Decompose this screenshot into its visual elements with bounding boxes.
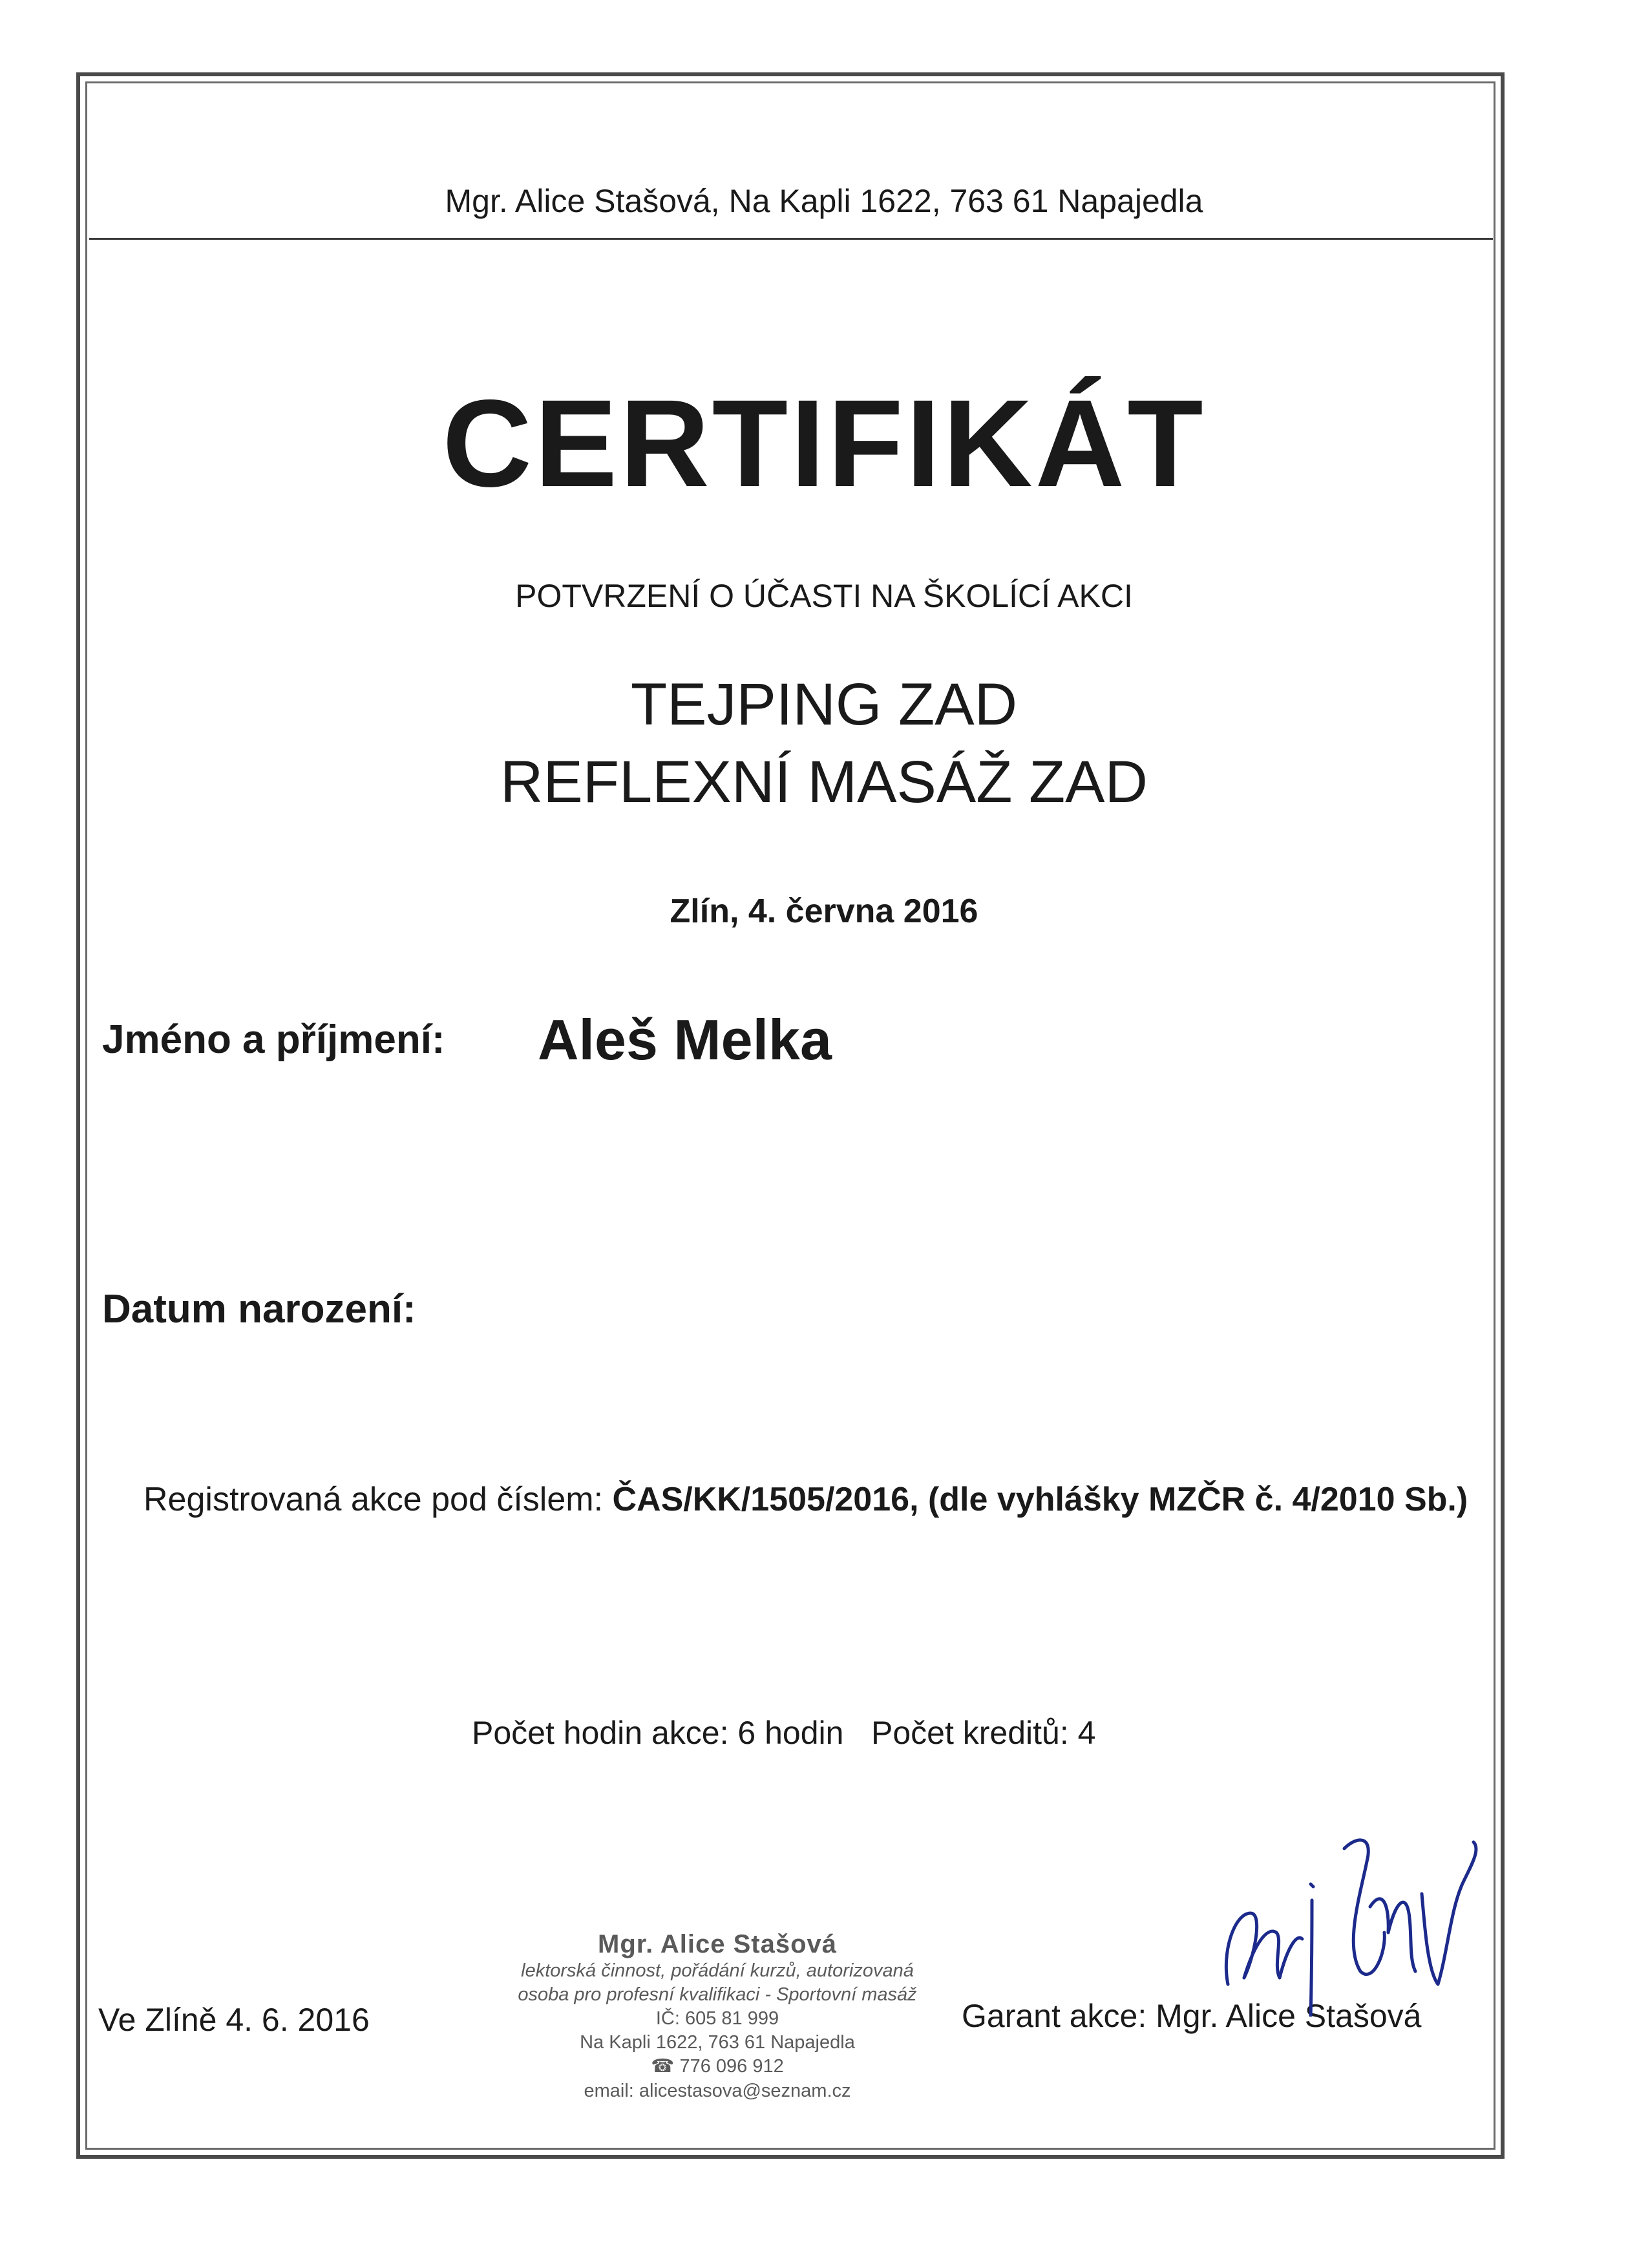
certificate-subtitle: POTVRZENÍ O ÚČASTI NA ŠKOLÍCÍ AKCI (515, 578, 1133, 614)
name-label: Jméno a příjmení: (102, 1017, 445, 1062)
hours-count: Počet hodin akce: 6 hodin (472, 1715, 844, 1751)
signature-stroke (1226, 1913, 1302, 1984)
signature-stroke (1422, 1842, 1476, 1984)
organizer-stamp (472, 1929, 963, 2103)
handwritten-signature (1215, 1823, 1486, 2017)
registration-number: ČAS/KK/1505/2016, (dle vyhlášky MZČR č. 4/2010 Sb.) (612, 1481, 1468, 1518)
stamp-name: Mgr. Alice Stašová (598, 1930, 837, 1958)
guarantor-line: Garant akce: Mgr. Alice Stašová (962, 1998, 1422, 2034)
header-address: Mgr. Alice Stašová, Na Kapli 1622, 763 61 Napajedla (445, 183, 1203, 219)
signature-stroke (1311, 1900, 1312, 2017)
participant-name: Aleš Melka (538, 1008, 832, 1072)
stamp-id-line: IČ: 605 81 999 (655, 2008, 779, 2030)
stamp-phone-line (472, 2055, 963, 2079)
place-date: Zlín, 4. června 2016 (670, 893, 978, 930)
credits-count: Počet kreditů: 4 (871, 1715, 1096, 1751)
signature-stroke (1370, 1899, 1415, 1971)
signature-stroke (1344, 1840, 1384, 1975)
stamp-activity-line: lektorská činnost, pořádání kurzů, autorizovaná (521, 1960, 914, 1981)
course-title-line: TEJPING ZAD (630, 672, 1018, 737)
phone-icon: ☎ (651, 2056, 680, 2077)
course-title-line: REFLEXNÍ MASÁŽ ZAD (500, 749, 1148, 815)
stamp-qualification-line: osoba pro profesní kvalifikaci - Sportovní masáž (518, 1984, 917, 2006)
signature-stroke (1311, 1884, 1313, 1887)
birth-date-label: Datum narození: (102, 1287, 416, 1331)
header-divider (89, 238, 1493, 240)
certificate-title: CERTIFIKÁT (442, 374, 1206, 513)
stamp-address-line: Na Kapli 1622, 763 61 Napajedla (580, 2032, 855, 2053)
issue-place-date: Ve Zlíně 4. 6. 2016 (98, 2002, 370, 2038)
registration-prefix: Registrovaná akce pod číslem: (143, 1481, 613, 1518)
stamp-email-line: email: alicestasova@seznam.cz (584, 2080, 851, 2101)
registration-line (143, 1480, 1468, 1519)
stamp-phone: 776 096 912 (679, 2056, 784, 2077)
